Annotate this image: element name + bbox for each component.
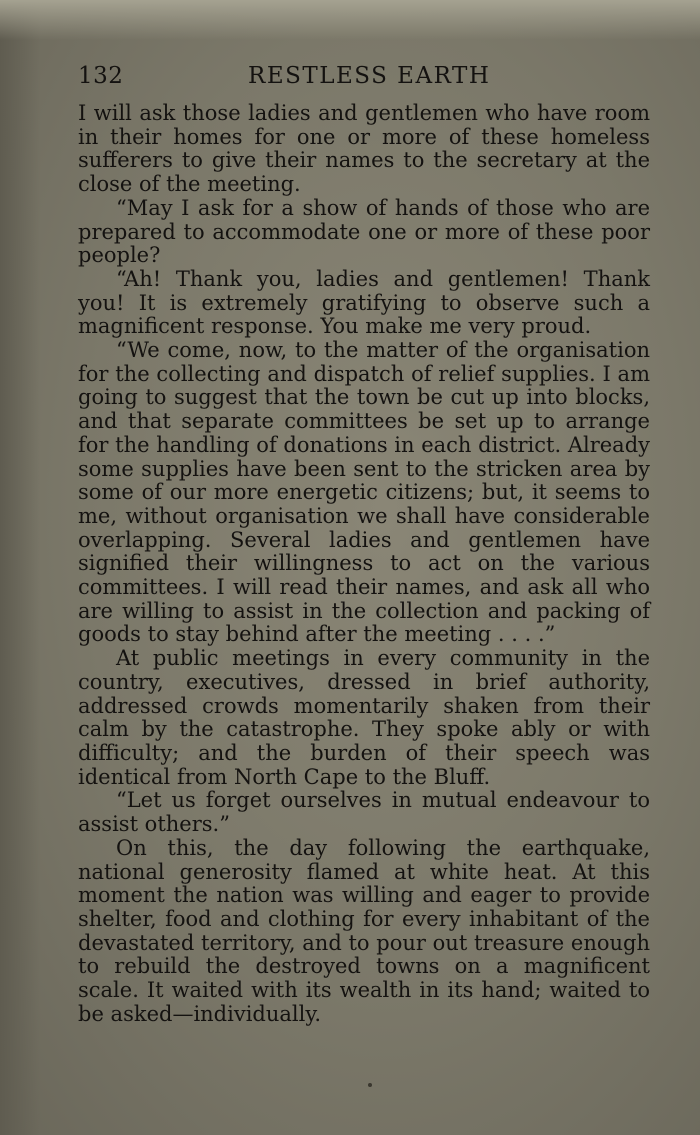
ink-speck: [368, 1083, 372, 1087]
paragraph: I will ask those ladies and gentlemen who have room in their homes for one or more of these homeless sufferers to give their names to the secretary at the close of the meeting.: [78, 101, 650, 197]
paragraph: “Ah! Thank you, ladies and gentlemen! Thank you! It is extremely gratifying to observe such a magnificent response. You make me very proud.: [78, 266, 650, 339]
page-shadow-left: [0, 0, 40, 1135]
paragraph: “May I ask for a show of hands of those who are prepared to accommodate one or more of these poor people?: [78, 195, 650, 268]
paragraph: “Let us forget ourselves in mutual endeavour to assist others.”: [78, 788, 650, 837]
body-text: [78, 102, 650, 1026]
page-number: 132: [78, 63, 124, 89]
running-title: RESTLESS EARTH: [248, 63, 491, 89]
paragraph: “We come, now, to the matter of the organisation for the collecting and dispatch of relief supplies. I am going to suggest that the town be cut up into blocks, and that separate committees be set up to arrange for the handling of donations in each district. Already some supplies have been sent to the stricken area by some of our more energetic citizens; but, it seems to me, without organisation we shall have considerable overlapping. Several ladies and gentlemen have signified their willingness to act on the various committees. I will read their names, and ask all who are willing to assist in the collection and packing of goods to stay behind after the meeting . . . .”: [78, 338, 650, 647]
page-header: [78, 63, 648, 93]
page-shadow-top: [0, 0, 700, 40]
paragraph: At public meetings in every community in the country, executives, dressed in brief authority, addressed crowds momentarily shaken from their calm by the catastrophe. They spoke ably or with difficulty; and the burden of their speech was identical from North Cape to the Bluff.: [78, 646, 650, 789]
paragraph: On this, the day following the earthquake, national generosity flamed at white heat. At this moment the nation was willing and eager to provide shelter, food and clothing for every inhabitant of the devastated territory, and to pour out treasure enough to rebuild the destroyed towns on a magnificent scale. It waited with its wealth in its hand; waited to be asked—individually.: [78, 835, 650, 1026]
